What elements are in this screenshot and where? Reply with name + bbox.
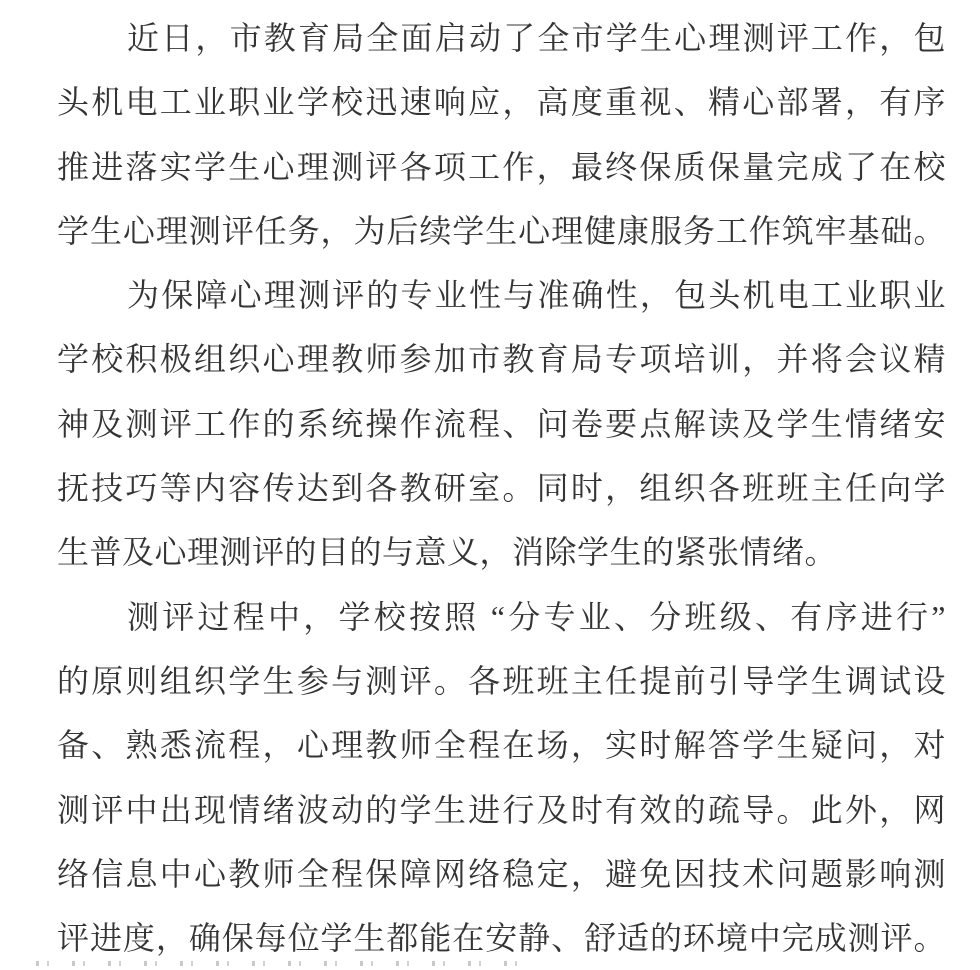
text-line: 评进度，确保每位学生都能在安静、舒适的环境中完成测评。 <box>57 920 946 957</box>
text-line: 学校积极组织心理教师参加市教育局专项培训，并将会议精 <box>57 341 946 378</box>
text-line: 为保障心理测评的专业性与准确性，包头机电工业职业 <box>127 277 946 314</box>
document-body <box>57 6 946 970</box>
text-line: 近日，市教育局全面启动了全市学生心理测评工作，包 <box>127 20 946 56</box>
text-line: 推进落实学生心理测评各项工作，最终保质保量完成了在校 <box>57 148 946 185</box>
text-line: 学生心理测评任务，为后续学生心理健康服务工作筑牢基础。 <box>57 212 946 249</box>
text-line: 神及测评工作的系统操作流程、问卷要点解读及学生情绪安 <box>57 405 946 442</box>
text-line: 测评过程中，学校按照 “分专业、分班级、有序进行” <box>127 598 946 635</box>
text-line: 抚技巧等内容传达到各教研室。同时，组织各班班主任向学 <box>57 470 946 507</box>
text-line: 生普及心理测评的目的与意义，消除学生的紧张情绪。 <box>57 534 838 571</box>
text-line: 的原则组织学生参与测评。各班班主任提前引导学生调试设 <box>57 662 946 699</box>
text-line: 测评中出现情绪波动的学生进行及时有效的疏导。此外，网 <box>57 791 946 828</box>
text-line: 头机电工业职业学校迅速响应，高度重视、精心部署，有序 <box>57 84 946 121</box>
text-line: 备、熟悉流程，心理教师全程在场，实时解答学生疑问，对 <box>57 727 946 764</box>
clipped-next-line-fragment <box>36 961 532 966</box>
text-line: 络信息中心教师全程保障网络稳定，避免因技术问题影响测 <box>57 855 946 892</box>
